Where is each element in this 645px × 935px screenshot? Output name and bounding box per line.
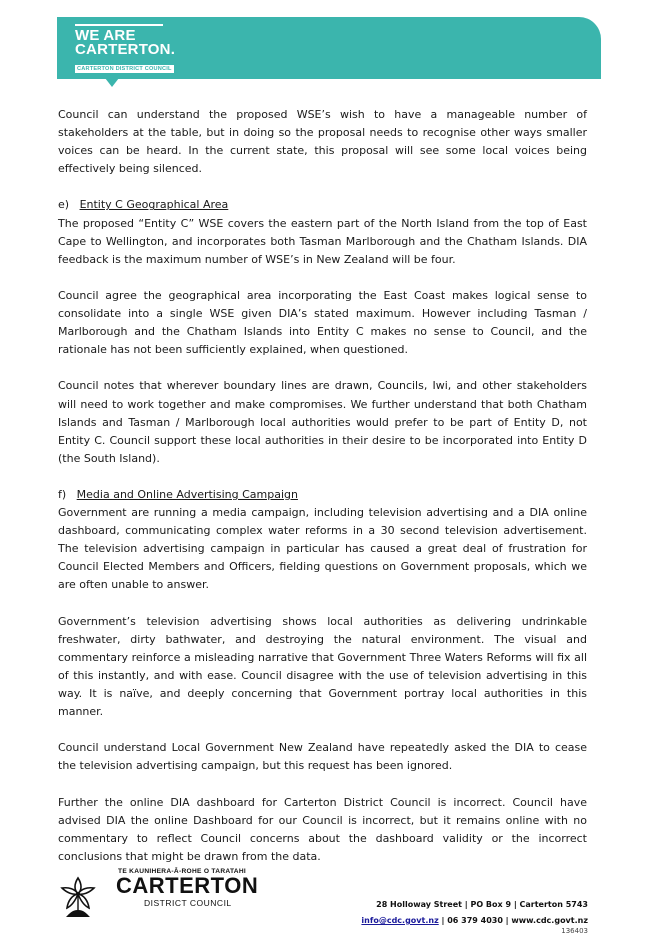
section-heading-f [58, 486, 587, 504]
section-letter: f) [58, 487, 67, 501]
paragraph: Further the online DIA dashboard for Carterton District Council is incorrect. Council have advised DIA the online Dashboard for our Council is incorrect, but it remains online with no commentary to reflect Council concerns about the dashboard validity or the incorrect conclusions that might be drawn from the data. [58, 795, 587, 863]
logo-subtitle: CARTERTON DISTRICT COUNCIL [77, 66, 172, 72]
document-reference: 136403 [561, 927, 588, 935]
section-heading-e [58, 196, 587, 214]
footer-council-name: CARTERTON [116, 873, 259, 898]
paragraph: Government’s television advertising shows local authorities as delivering undrinkable freshwater, dirty bathwater, and destroying the natural environment. The visual and commentary reinforce a misleading narrative that Government Three Waters Reforms will fix all of this instantly, and with ease. Council disagree with the use of television advertising in this way. It is naïve, and deeply concerning that Government portray local authorities in this manner. [58, 614, 587, 719]
footer-phone-web: | 06 379 4030 | www.cdc.govt.nz [438, 916, 588, 925]
footer-contact-line [361, 913, 588, 929]
logo-rule [75, 24, 163, 26]
paragraph: Government are running a media campaign, including television advertising and a DIA online dashboard, communicating complex water reforms in a 30 second television advertisement. The television advertising campaign in particular has caused a great deal of frustration for Council Elected Members and Officers, fielding questions on Government proposals, which we are often unable to answer. [58, 506, 587, 592]
logo-line-2: CARTERTON. [75, 41, 176, 58]
document-body [58, 106, 587, 866]
logo-line-1: WE ARE [75, 27, 136, 44]
paragraph: Council agree the geographical area incorporating the East Coast makes logical sense to consolidate into a single WSE given DIA’s stated maximum. However including Tasman / Marlborough and the Chatham Islands into Entity C makes no sense to Council, and the rationale has not been sufficiently explained, when questioned. [58, 288, 587, 357]
footer-logo [58, 866, 259, 934]
section-title: Media and Online Advertising Campaign [76, 487, 298, 501]
footer-council-sub: DISTRICT COUNCIL [144, 898, 232, 908]
header-banner-tail [105, 78, 119, 87]
paragraph: Council notes that wherever boundary lines are drawn, Councils, Iwi, and other stakeholders will need to work together and make compromises. We further understand that both Chatham Islands and Tasman / Marlborough local authorities would prefer to be part of Entity D, not Entity C. Council support these local authorities in their desire to be incorporated into Entity D (the South Island). [58, 379, 587, 465]
paragraph: Council can understand the proposed WSE’s wish to have a manageable number of stakeholders at the table, but in doing so the proposal needs to recognise other ways smaller voices can be heard. In the current state, this proposal will see some local voices being effectively being silenced. [58, 108, 587, 176]
paragraph: The proposed “Entity C” WSE covers the eastern part of the North Island from the top of East Cape to Wellington, and incorporates both Tasman Marlborough and the Chatham Islands. DIA feedback is the maximum number of WSE’s in New Zealand will be four. [58, 216, 587, 266]
paragraph: Council understand Local Government New Zealand have repeatedly asked the DIA to cease the television advertising campaign, but this request has been ignored. [58, 741, 587, 773]
footer-maori-name: TE KAUNIHERA-Ā-ROHE O TARATAHI [118, 868, 247, 875]
section-title: Entity C Geographical Area [79, 198, 229, 212]
clematis-flower-icon [58, 874, 98, 918]
footer-address: 28 Holloway Street | PO Box 9 | Carterton 5743 [376, 900, 588, 909]
section-letter: e) [58, 198, 70, 212]
footer-contact [361, 897, 588, 929]
email-link[interactable]: info@cdc.govt.nz [361, 916, 439, 925]
header-logo [75, 24, 176, 75]
